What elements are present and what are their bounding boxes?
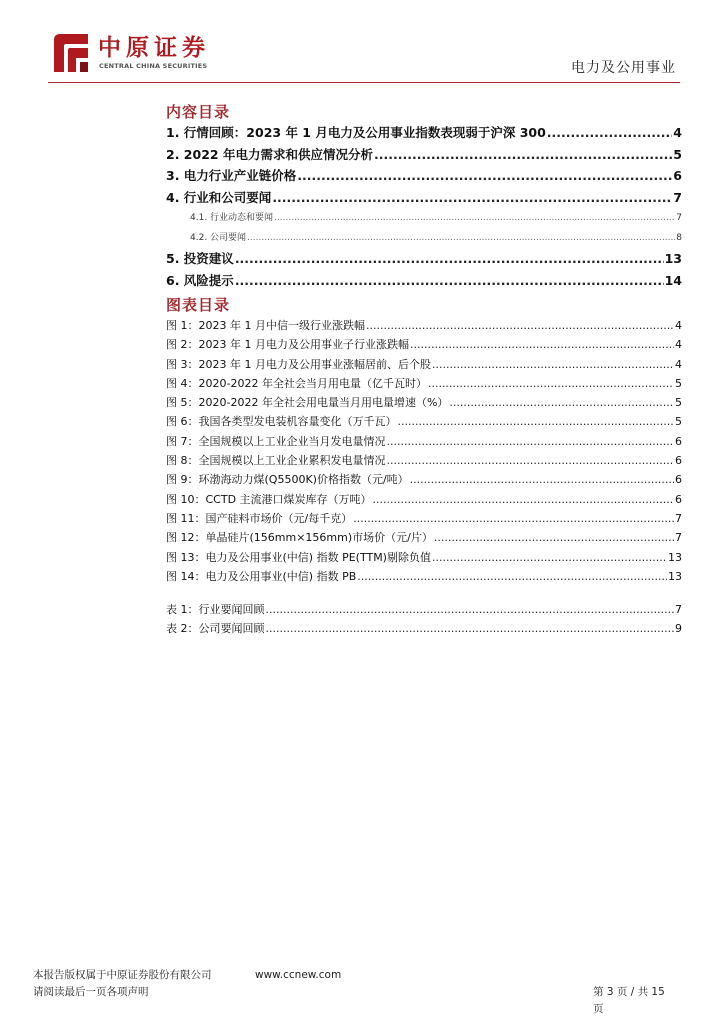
figure-item[interactable]: 图 1：2023 年 1 月中信一级行业涨跌幅 ..... 4: [166, 316, 682, 335]
figure-item[interactable]: 图 14：电力及公用事业(中信) 指数 PB ..... 13: [166, 567, 682, 586]
logo-chinese-text: 中原证券: [98, 34, 210, 61]
figure-item[interactable]: 图 2：2023 年 1 月电力及公用事业子行业涨跌幅 ..... 4: [166, 335, 682, 354]
copyright-text: 本报告版权属于中原证券股份有限公司: [33, 969, 212, 981]
table-item[interactable]: 表 2：公司要闻回顾 ..... 9: [166, 619, 682, 638]
page-header: [48, 30, 678, 80]
toc-item[interactable]: 6. 风险提示 ..... 14: [166, 270, 682, 292]
figure-item[interactable]: 图 5：2020-2022 年全社会用电量当月用电量增速（%） ..... 5: [166, 393, 682, 412]
company-logo-icon: [50, 32, 90, 74]
toc-item[interactable]: 1. 行情回顾：2023 年 1 月电力及公用事业指数表现弱于沪深 300 ..... 4: [166, 122, 682, 144]
figure-item[interactable]: 图 4：2020-2022 年全社会当月用电量（亿千瓦时） ..... 5: [166, 374, 682, 393]
figure-item[interactable]: 图 8：全国规模以上工业企业累积发电量情况 ..... 6: [166, 451, 682, 470]
figure-item[interactable]: 图 3：2023 年 1 月电力及公用事业涨幅居前、后个股 ..... 4: [166, 355, 682, 374]
figure-item[interactable]: 图 10：CCTD 主流港口煤炭库存（万吨） ..... 6: [166, 490, 682, 509]
disclaimer-text: 请阅读最后一页各项声明: [33, 986, 149, 998]
tables-list: [166, 600, 682, 639]
contents-heading: 内容目录: [166, 103, 231, 121]
figure-item[interactable]: 图 7：全国规模以上工业企业当月发电量情况 ..... 6: [166, 432, 682, 451]
figures-heading: 图表目录: [166, 296, 231, 314]
toc-subitem[interactable]: 4.1. 行业动态和要闻 ..... 7: [166, 208, 682, 228]
figure-item[interactable]: 图 6：我国各类型发电装机容量变化（万千瓦） ..... 5: [166, 412, 682, 431]
toc-item[interactable]: 4. 行业和公司要闻 ..... 7: [166, 187, 682, 209]
header-divider: [48, 82, 680, 83]
toc-item[interactable]: 5. 投资建议 ..... 13: [166, 248, 682, 270]
toc-item[interactable]: 3. 电力行业产业链价格 ..... 6: [166, 165, 682, 187]
figure-item[interactable]: 图 12：单晶硅片(156mm×156mm)市场价（元/片） ..... 7: [166, 528, 682, 547]
figure-item[interactable]: 图 13：电力及公用事业(中信) 指数 PE(TTM)剔除负值 ..... 13: [166, 548, 682, 567]
toc-item[interactable]: 2. 2022 年电力需求和供应情况分析 ..... 5: [166, 144, 682, 166]
website-link[interactable]: www.ccnew.com: [255, 969, 342, 981]
page-number-suffix: 页: [593, 1003, 604, 1015]
figure-item[interactable]: 图 9：环渤海动力煤(Q5500K)价格指数（元/吨） ..... 6: [166, 470, 682, 489]
figures-list: [166, 316, 682, 586]
contents-list: [166, 122, 682, 291]
figure-item[interactable]: 图 11：国产硅料市场价（元/每千克） ..... 7: [166, 509, 682, 528]
toc-subitem[interactable]: 4.2. 公司要闻 ..... 8: [166, 228, 682, 248]
logo-english-text: CENTRAL CHINA SECURITIES: [99, 62, 208, 70]
report-sector-title: 电力及公用事业: [571, 60, 676, 76]
page-number: 第 3 页 / 共 15: [593, 986, 665, 998]
table-item[interactable]: 表 1：行业要闻回顾 ..... 7: [166, 600, 682, 619]
